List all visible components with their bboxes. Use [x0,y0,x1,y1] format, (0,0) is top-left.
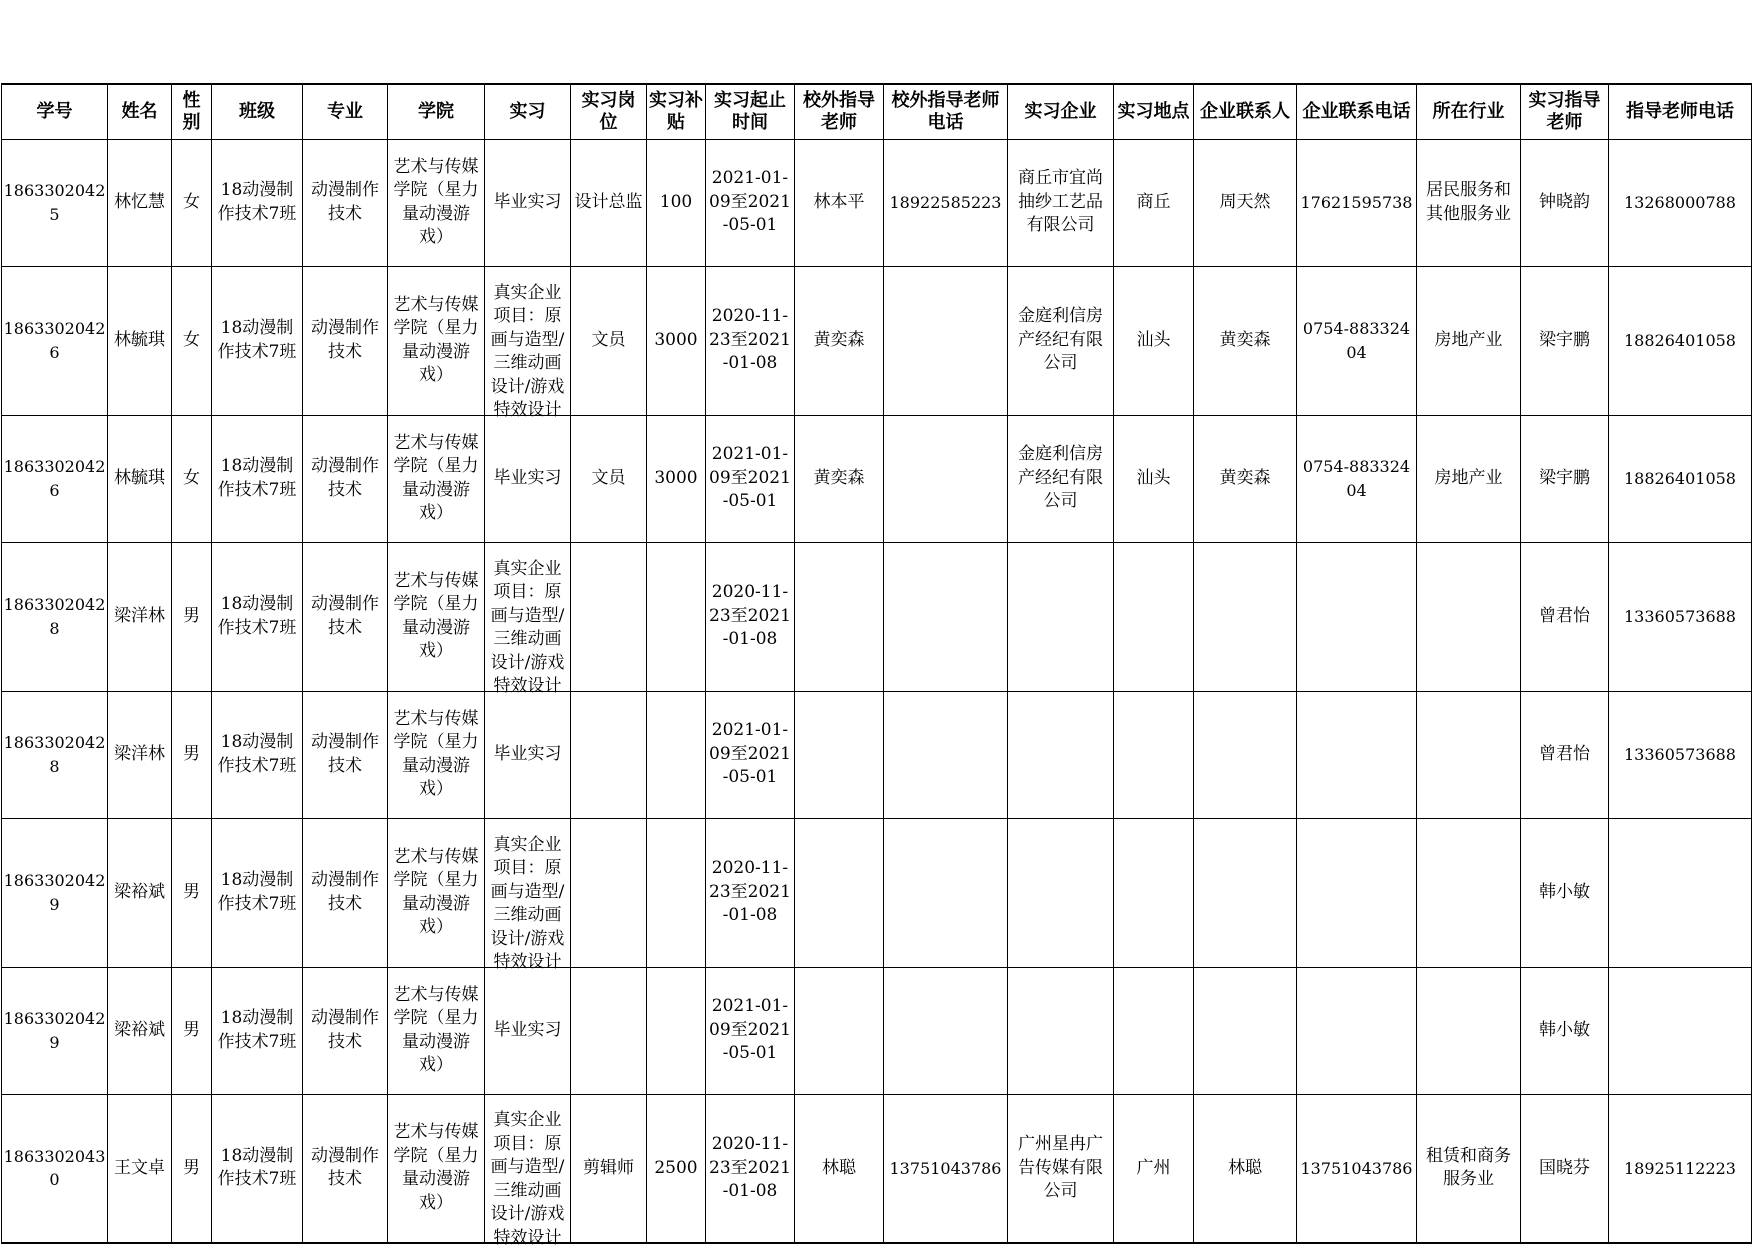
industry-cell [1417,266,1521,415]
company-cell [1008,266,1114,415]
cell-text: 黄奕森 [813,467,865,488]
cell-text: 梁洋林 [114,743,165,764]
mentor-phone-cell [1609,818,1752,967]
position-cell [571,818,647,967]
class-cell [212,818,303,967]
industry-cell [1417,139,1521,266]
cell-text: 动漫制作技术 [311,594,379,638]
external-mentor-cell [795,266,884,415]
cell-text: 18633020426 [3,319,106,362]
cell-text: 汕头 [1136,329,1171,350]
external-mentor-phone-cell [884,266,1008,415]
subsidy-cell [647,818,706,967]
table-row [2,266,1752,415]
cell-text: 林毓琪 [114,329,165,350]
col-header-major: 专业 [303,84,388,139]
cell-text: 真实企业项目：原画与造型/三维动画设计/游戏特效设计 [490,558,565,696]
position-cell [571,1094,647,1243]
company-contact-cell [1194,415,1297,542]
class-cell [212,1094,303,1243]
cell-text: 林本平 [813,191,865,212]
mentor-cell [1521,139,1609,266]
mentor-phone-cell [1609,266,1752,415]
cell-text: 曾君怡 [1539,605,1590,626]
internship-cell [485,691,571,818]
gender-cell [172,967,212,1094]
company-contact-cell [1194,266,1297,415]
cell-text: 居民服务和其他服务业 [1426,180,1511,224]
student-id-cell [2,691,108,818]
cell-text: 房地产业 [1434,329,1503,350]
cell-text: 设计总监 [574,191,643,212]
cell-text: 18动漫制作技术7班 [217,456,297,500]
cell-text: 动漫制作技术 [311,318,379,362]
table-row [2,818,1752,967]
cell-text: 韩小敏 [1539,1019,1590,1040]
cell-text: 王文卓 [114,1157,165,1178]
external-mentor-cell [795,139,884,266]
cell-text: 18826401058 [1624,330,1736,350]
cell-text: 动漫制作技术 [311,870,379,914]
position-cell [571,266,647,415]
name-cell [108,1094,172,1243]
internship-cell [485,1094,571,1248]
cell-text: 0754-88332404 [1302,457,1411,500]
external-mentor-phone-cell [884,1094,1008,1243]
col-header-name: 姓名 [108,84,172,139]
cell-text: 黄奕森 [813,329,865,350]
cell-text: 13360573688 [1624,606,1736,626]
cell-text: 3000 [654,467,698,488]
college-cell [388,967,485,1094]
cell-text: 广州星冉广告传媒有限公司 [1018,1134,1103,1201]
col-header-external-mentor-phone: 校外指导老师电话 [884,84,1008,139]
col-header-company: 实习企业 [1008,84,1114,139]
mentor-cell [1521,542,1609,691]
col-header-company-phone: 企业联系电话 [1297,84,1417,139]
external-mentor-cell [795,818,884,967]
company-cell [1008,967,1114,1094]
company-contact-cell [1194,967,1297,1094]
major-cell [303,1094,388,1243]
industry-cell [1417,967,1521,1094]
student-id-cell [2,542,108,691]
college-cell [388,818,485,967]
period-cell [706,542,795,691]
student-id-cell [2,967,108,1094]
class-cell [212,415,303,542]
period-cell [706,967,795,1094]
subsidy-cell [647,542,706,691]
cell-text: 艺术与传媒学院（星力量动漫游戏） [393,984,479,1075]
company-cell [1008,1094,1114,1243]
company-cell [1008,818,1114,967]
cell-text: 毕业实习 [493,1019,562,1040]
external-mentor-phone-cell [884,967,1008,1094]
name-cell [108,967,172,1094]
college-cell [388,139,485,266]
mentor-phone-cell [1609,967,1752,1094]
mentor-phone-cell [1609,415,1752,542]
industry-cell [1417,542,1521,691]
industry-cell [1417,1094,1521,1243]
cell-text: 女 [183,191,200,212]
col-header-internship: 实习 [485,84,571,139]
cell-text: 18动漫制作技术7班 [217,870,297,914]
location-cell [1114,542,1194,691]
position-cell [571,139,647,266]
mentor-cell [1521,691,1609,818]
cell-text: 男 [183,743,200,764]
class-cell [212,691,303,818]
cell-text: 文员 [591,467,626,488]
cell-text: 林毓琪 [114,467,165,488]
industry-cell [1417,415,1521,542]
cell-text: 3000 [654,329,698,350]
cell-text: 金庭利信房产经纪有限公司 [1018,444,1103,512]
position-cell [571,415,647,542]
location-cell [1114,1094,1194,1243]
subsidy-cell [647,266,706,415]
gender-cell [172,542,212,691]
cell-text: 男 [183,605,200,626]
industry-cell [1417,691,1521,818]
cell-text: 汕头 [1136,467,1171,488]
company-phone-cell [1297,1094,1417,1243]
cell-text: 18826401058 [1624,468,1736,488]
cell-text: 毕业实习 [493,743,562,764]
col-header-position: 实习岗位 [571,84,647,139]
student-id-cell [2,415,108,542]
header-row [2,84,1752,139]
student-id-cell [2,266,108,415]
company-phone-cell [1297,691,1417,818]
table-row [2,1094,1752,1243]
company-phone-cell [1297,967,1417,1094]
mentor-phone-cell [1609,691,1752,818]
cell-text: 梁裕斌 [114,1019,165,1040]
cell-text: 金庭利信房产经纪有限公司 [1018,306,1103,374]
internship-cell [485,818,571,972]
col-header-industry: 所在行业 [1417,84,1521,139]
subsidy-cell [647,1094,706,1243]
college-cell [388,415,485,542]
company-phone-cell [1297,139,1417,266]
cell-text: 18动漫制作技术7班 [217,594,297,638]
cell-text: 18633020426 [3,457,106,500]
name-cell [108,542,172,691]
position-cell [571,691,647,818]
gender-cell [172,266,212,415]
table-row [2,139,1752,266]
company-phone-cell [1297,266,1417,415]
student-id-cell [2,818,108,967]
external-mentor-cell [795,967,884,1094]
external-mentor-cell [795,1094,884,1243]
cell-text: 女 [183,467,200,488]
cell-text: 商丘 [1136,191,1171,212]
cell-text: 18633020430 [3,1146,106,1190]
cell-text: 18633020425 [3,181,106,224]
table-row [2,967,1752,1094]
cell-text: 13268000788 [1624,192,1736,212]
cell-text: 18动漫制作技术7班 [217,1008,297,1052]
cell-text: 真实企业项目：原画与造型/三维动画设计/游戏特效设计 [490,834,565,972]
location-cell [1114,967,1194,1094]
major-cell [303,266,388,415]
external-mentor-cell [795,691,884,818]
table-row [2,415,1752,542]
cell-text: 18922585223 [889,192,1002,212]
cell-text: 林聪 [1228,1157,1262,1178]
cell-text: 真实企业项目：原画与造型/三维动画设计/游戏特效设计 [490,1110,565,1248]
cell-text: 林聪 [822,1157,856,1178]
cell-text: 钟晓韵 [1539,191,1590,212]
table-row [2,542,1752,691]
college-cell [388,1094,485,1243]
location-cell [1114,818,1194,967]
gender-cell [172,691,212,818]
company-cell [1008,415,1114,542]
gender-cell [172,1094,212,1243]
cell-text: 2021-01-09至2021-05-01 [709,720,791,788]
cell-text: 2020-11-23至2021-01-08 [709,1134,791,1201]
cell-text: 100 [659,191,693,212]
cell-text: 艺术与传媒学院（星力量动漫游戏） [393,570,479,661]
mentor-cell [1521,415,1609,542]
external-mentor-phone-cell [884,139,1008,266]
cell-text: 男 [183,881,200,902]
external-mentor-phone-cell [884,691,1008,818]
cell-text: 13751043786 [889,1158,1002,1178]
major-cell [303,967,388,1094]
major-cell [303,542,388,691]
cell-text: 18动漫制作技术7班 [217,180,297,224]
cell-text: 动漫制作技术 [311,1008,379,1052]
col-header-location: 实习地点 [1114,84,1194,139]
gender-cell [172,139,212,266]
cell-text: 真实企业项目：原画与造型/三维动画设计/游戏特效设计 [490,282,565,420]
subsidy-cell [647,415,706,542]
external-mentor-cell [795,415,884,542]
cell-text: 2500 [654,1157,698,1178]
cell-text: 2020-11-23至2021-01-08 [709,582,791,650]
gender-cell [172,415,212,542]
cell-text: 梁洋林 [114,605,165,626]
cell-text: 房地产业 [1434,467,1503,488]
cell-text: 梁宇鹏 [1539,467,1590,488]
subsidy-cell [647,691,706,818]
cell-text: 0754-88332404 [1302,319,1411,362]
name-cell [108,266,172,415]
company-phone-cell [1297,818,1417,967]
name-cell [108,415,172,542]
internship-cell [485,139,571,266]
class-cell [212,542,303,691]
major-cell [303,691,388,818]
cell-text: 18925112223 [1624,1158,1736,1178]
col-header-class: 班级 [212,84,303,139]
position-cell [571,967,647,1094]
cell-text: 曾君怡 [1539,743,1590,764]
internship-cell [485,967,571,1094]
col-header-period: 实习起止时间 [706,84,795,139]
cell-text: 黄奕森 [1219,467,1271,488]
cell-text: 2020-11-23至2021-01-08 [709,306,791,374]
col-header-mentor-phone: 指导老师电话 [1609,84,1752,139]
cell-text: 18633020428 [3,733,106,776]
cell-text: 梁裕斌 [114,881,165,902]
company-cell [1008,542,1114,691]
location-cell [1114,266,1194,415]
college-cell [388,266,485,415]
col-header-student-id: 学号 [2,84,108,139]
location-cell [1114,139,1194,266]
col-header-external-mentor: 校外指导老师 [795,84,884,139]
internship-table [1,83,1752,1248]
cell-text: 动漫制作技术 [311,732,379,776]
col-header-gender: 性别 [172,84,212,139]
cell-text: 周天然 [1219,191,1271,212]
cell-text: 韩小敏 [1539,881,1590,902]
cell-text: 18动漫制作技术7班 [217,1145,297,1190]
external-mentor-cell [795,542,884,691]
cell-text: 动漫制作技术 [311,456,379,500]
name-cell [108,691,172,818]
cell-text: 艺术与传媒学院（星力量动漫游戏） [393,708,479,799]
col-header-company-contact: 企业联系人 [1194,84,1297,139]
col-header-college: 学院 [388,84,485,139]
college-cell [388,691,485,818]
company-contact-cell [1194,1094,1297,1243]
industry-cell [1417,818,1521,967]
cell-text: 商丘市宜尚抽纱工艺品有限公司 [1018,168,1103,236]
cell-text: 女 [183,329,200,350]
internship-cell [485,415,571,542]
company-cell [1008,691,1114,818]
period-cell [706,818,795,967]
major-cell [303,818,388,967]
cell-text: 18动漫制作技术7班 [217,732,297,776]
period-cell [706,415,795,542]
cell-text: 文员 [591,329,626,350]
cell-text: 艺术与传媒学院（星力量动漫游戏） [393,294,479,385]
col-header-subsidy: 实习补贴 [647,84,706,139]
cell-text: 2020-11-23至2021-01-08 [709,858,791,926]
cell-text: 18633020428 [3,595,106,638]
company-contact-cell [1194,542,1297,691]
mentor-cell [1521,266,1609,415]
col-header-mentor: 实习指导老师 [1521,84,1609,139]
external-mentor-phone-cell [884,542,1008,691]
class-cell [212,967,303,1094]
cell-text: 国晓芬 [1539,1157,1590,1178]
name-cell [108,818,172,967]
major-cell [303,415,388,542]
company-contact-cell [1194,139,1297,266]
company-contact-cell [1194,818,1297,967]
company-phone-cell [1297,542,1417,691]
external-mentor-phone-cell [884,818,1008,967]
location-cell [1114,691,1194,818]
mentor-cell [1521,818,1609,967]
cell-text: 艺术与传媒学院（星力量动漫游戏） [393,1122,479,1213]
period-cell [706,266,795,415]
subsidy-cell [647,139,706,266]
major-cell [303,139,388,266]
period-cell [706,691,795,818]
mentor-phone-cell [1609,542,1752,691]
company-contact-cell [1194,691,1297,818]
cell-text: 艺术与传媒学院（星力量动漫游戏） [393,156,479,247]
cell-text: 18633020429 [3,1009,106,1052]
cell-text: 黄奕森 [1219,329,1271,350]
student-id-cell [2,1094,108,1243]
cell-text: 艺术与传媒学院（星力量动漫游戏） [393,432,479,523]
student-id-cell [2,139,108,266]
class-cell [212,139,303,266]
cell-text: 艺术与传媒学院（星力量动漫游戏） [393,846,479,937]
cell-text: 2021-01-09至2021-05-01 [709,168,791,236]
cell-text: 17621595738 [1300,192,1413,212]
location-cell [1114,415,1194,542]
cell-text: 13751043786 [1300,1158,1413,1178]
cell-text: 林忆慧 [114,191,165,212]
mentor-cell [1521,1094,1609,1243]
internship-cell [485,542,571,696]
cell-text: 剪辑师 [583,1157,634,1178]
internship-cell [485,266,571,420]
period-cell [706,1094,795,1243]
cell-text: 13360573688 [1624,744,1736,764]
period-cell [706,139,795,266]
cell-text: 广州 [1136,1157,1171,1178]
cell-text: 男 [183,1157,200,1178]
cell-text: 2021-01-09至2021-05-01 [709,996,791,1064]
name-cell [108,139,172,266]
company-phone-cell [1297,415,1417,542]
cell-text: 动漫制作技术 [311,1145,379,1190]
cell-text: 梁宇鹏 [1539,329,1590,350]
cell-text: 毕业实习 [493,467,562,488]
cell-text: 动漫制作技术 [311,180,379,224]
gender-cell [172,818,212,967]
subsidy-cell [647,967,706,1094]
position-cell [571,542,647,691]
college-cell [388,542,485,691]
cell-text: 18动漫制作技术7班 [217,318,297,362]
cell-text: 2021-01-09至2021-05-01 [709,444,791,512]
external-mentor-phone-cell [884,415,1008,542]
company-cell [1008,139,1114,266]
cell-text: 男 [183,1019,200,1040]
cell-text: 毕业实习 [493,191,562,212]
cell-text: 18633020429 [3,871,106,914]
cell-text: 租赁和商务服务业 [1426,1145,1511,1190]
mentor-cell [1521,967,1609,1094]
mentor-phone-cell [1609,139,1752,266]
mentor-phone-cell [1609,1094,1752,1243]
table-row [2,691,1752,818]
class-cell [212,266,303,415]
